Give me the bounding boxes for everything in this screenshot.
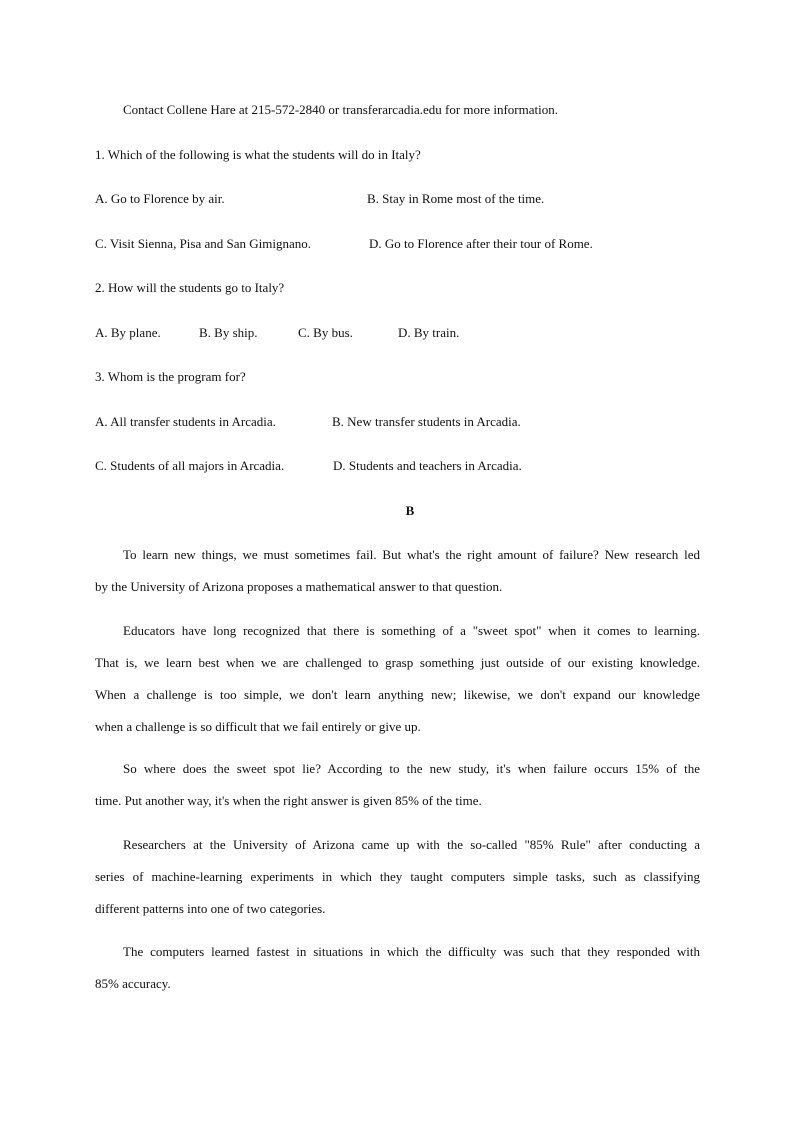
question-1-option-d: D. Go to Florence after their tour of Rome. xyxy=(369,236,593,251)
paragraph-line: The computers learned fastest in situations in which the difficulty was such that they responded with xyxy=(123,944,700,959)
section-heading: B xyxy=(405,503,415,518)
paragraph-line: series of machine-learning experiments in which they taught computers simple tasks, such as classifying xyxy=(95,869,700,884)
paragraph-line: When a challenge is too simple, we don't learn anything new; likewise, we don't expand our knowledge xyxy=(95,687,700,702)
question-1-stem: 1. Which of the following is what the students will do in Italy? xyxy=(95,147,421,162)
question-1-option-b: B. Stay in Rome most of the time. xyxy=(367,191,545,206)
paragraph-line: when a challenge is so difficult that we fail entirely or give up. xyxy=(95,719,421,734)
question-2-option-c: C. By bus. xyxy=(298,325,353,340)
paragraph-line: That is, we learn best when we are challenged to grasp something just outside of our existing knowledge. xyxy=(95,655,700,670)
question-2-option-a: A. By plane. xyxy=(95,325,161,340)
contact-line: Contact Collene Hare at 215-572-2840 or transferarcadia.edu for more information. xyxy=(123,102,558,117)
question-3-stem: 3. Whom is the program for? xyxy=(95,369,246,384)
question-1-option-a: A. Go to Florence by air. xyxy=(95,191,225,206)
question-1-option-c: C. Visit Sienna, Pisa and San Gimignano. xyxy=(95,236,312,251)
paragraph-2 xyxy=(95,623,700,751)
paragraph-line: Educators have long recognized that there is something of a "sweet spot" when it comes to learning. xyxy=(123,623,700,638)
question-3-option-c: C. Students of all majors in Arcadia. xyxy=(95,458,285,473)
paragraph-3 xyxy=(95,761,700,825)
paragraph-4 xyxy=(95,837,700,933)
paragraph-1 xyxy=(95,547,700,611)
question-3-option-b: B. New transfer students in Arcadia. xyxy=(332,414,521,429)
paragraph-line: So where does the sweet spot lie? According to the new study, it's when failure occurs 15% of the xyxy=(123,761,700,776)
paragraph-line: Researchers at the University of Arizona came up with the so-called "85% Rule" after conducting a xyxy=(123,837,700,852)
question-3-option-a: A. All transfer students in Arcadia. xyxy=(95,414,276,429)
question-2-option-b: B. By ship. xyxy=(199,325,258,340)
paragraph-5 xyxy=(95,944,700,1008)
paragraph-line: by the University of Arizona proposes a mathematical answer to that question. xyxy=(95,579,503,594)
paragraph-line: To learn new things, we must sometimes fail. But what's the right amount of failure? New research led xyxy=(123,547,700,562)
paragraph-line: different patterns into one of two categories. xyxy=(95,901,326,916)
question-3-option-d: D. Students and teachers in Arcadia. xyxy=(333,458,522,473)
paragraph-line: 85% accuracy. xyxy=(95,976,171,991)
question-2-stem: 2. How will the students go to Italy? xyxy=(95,280,285,295)
paragraph-line: time. Put another way, it's when the right answer is given 85% of the time. xyxy=(95,793,482,808)
question-2-option-d: D. By train. xyxy=(398,325,460,340)
